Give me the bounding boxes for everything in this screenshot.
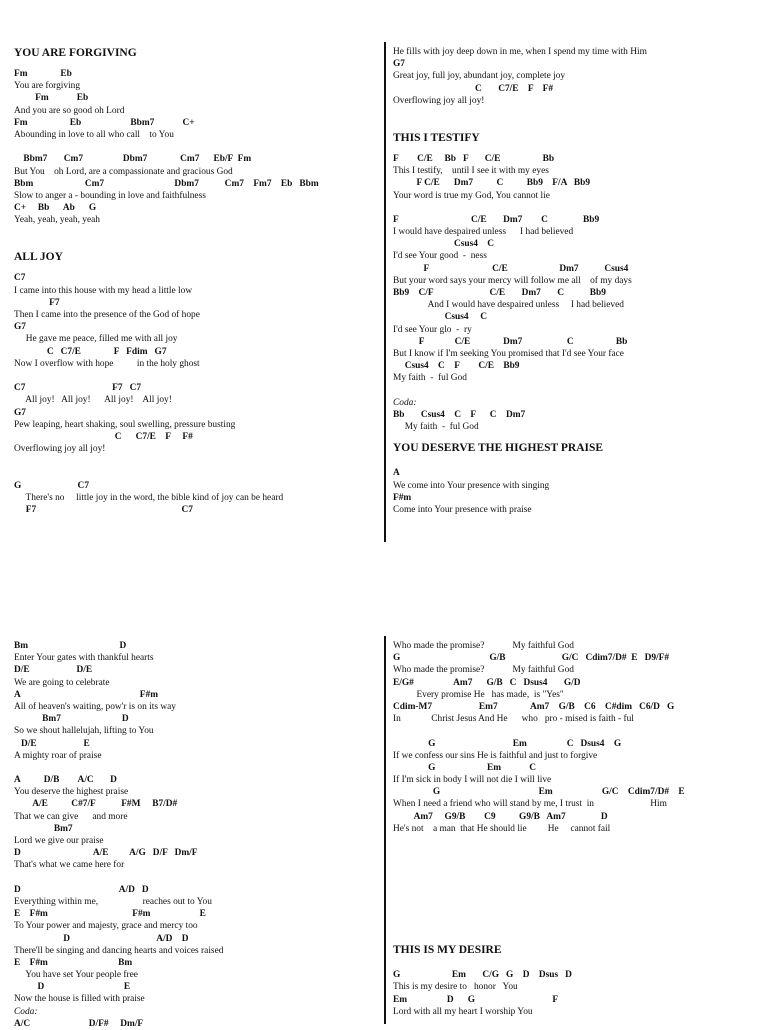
chord-line: A F#m: [14, 689, 159, 700]
chord-line: D A/D D: [14, 933, 189, 944]
chord-line: Cdim-M7 Em7 Am7 G/B C6 C#dim C6/D G: [393, 701, 675, 712]
lyric-line: I'd see Your good - ness: [393, 251, 487, 262]
lyric-line: A mighty roar of praise: [14, 750, 102, 761]
chord-line: Bm7 D: [14, 714, 129, 725]
lyric-line: I would have despaired unless I had believed: [393, 227, 574, 238]
blank-line: [14, 370, 376, 382]
bottom-left-column: [14, 640, 376, 1030]
chord-line: Csus4 C: [393, 312, 488, 323]
blank-line: [393, 385, 763, 397]
chord-line: A: [393, 468, 400, 479]
lyric-line: Now I overflow with hope in the holy ghost: [14, 358, 200, 369]
chord-line: A/C D/F# Dm/F: [14, 1018, 144, 1029]
lyric-line: We come into Your presence with singing: [393, 480, 550, 491]
lyric-line: There's no little joy in the word, the bible kind of joy can be heard: [14, 492, 284, 503]
lyric-line: This I testify, until I see it with my eyes: [393, 166, 549, 177]
lyric-line: And I would have despaired unless I had believed: [393, 300, 624, 311]
lyric-line: All joy! All joy! All joy! All joy!: [14, 395, 172, 406]
lyric-line: But You oh Lord, are a compassionate and gracious God: [14, 166, 233, 177]
lyric-line: Overflowing joy all joy!: [14, 444, 106, 455]
lyric-line: We are going to celebrate: [14, 677, 110, 688]
chord-line: F C/E Dm7 C Bb: [393, 336, 628, 347]
chord-line: C7 F7 C7: [14, 383, 142, 394]
lyric-line: Lord we give our praise: [14, 836, 104, 846]
lyric-line: Lord with all my heart I worship You: [393, 1006, 533, 1017]
lyric-line: You deserve the highest praise: [14, 787, 129, 798]
lyric-line: If we confess our sins He is faithful and just to forgive: [393, 750, 598, 761]
chord-line: Csus4 C: [393, 239, 495, 250]
lyric-line: He's not a man that He should lie He cannot fail: [393, 823, 611, 834]
lyric-line: Overflowing joy all joy!: [393, 95, 485, 106]
lyric-line: You have set Your people free: [14, 970, 138, 981]
song-title-you-deserve: YOU DESERVE THE HIGHEST PRAISE: [393, 442, 604, 455]
lyric-line: I came into this house with my head a little low: [14, 285, 193, 296]
top-right-column: [393, 46, 763, 516]
chord-line: F7 C7: [14, 505, 193, 515]
chord-line: Fm Eb Bbm7 C+: [14, 117, 195, 128]
chord-line: C C7/E F F#: [393, 83, 554, 94]
blank-line: [393, 202, 763, 214]
chord-line: Bm7: [14, 823, 73, 834]
blank-line: [14, 762, 376, 774]
chord-line: F C/E Bb F C/E Bb: [393, 153, 555, 164]
song-body-all-joy-continued: [393, 46, 763, 107]
top-left-column: [14, 46, 376, 516]
chord-line: G Em C/G G D Dsus D: [393, 970, 572, 981]
lyric-line: Then I came into the presence of the God of hope: [14, 310, 200, 320]
blank-line: [393, 455, 763, 467]
song-title-this-i-testify: THIS I TESTIFY: [393, 131, 480, 144]
lyric-line: Great joy, full joy, abundant joy, complete joy: [393, 71, 566, 82]
lyric-line: You are forgiving: [14, 81, 81, 92]
lyric-line: Enter Your gates with thankful hearts: [14, 653, 154, 664]
coda-label: Coda:: [14, 1006, 38, 1017]
lyric-line: I'd see Your glo - ry: [393, 324, 472, 335]
chord-line: F7: [14, 297, 60, 308]
lyric-line: Come into Your presence with praise: [393, 505, 532, 515]
chord-line: E F#m F#m E: [14, 909, 206, 920]
blank-line: [14, 872, 376, 884]
chord-line: D/E E: [14, 738, 90, 749]
chord-line: E/G# Am7 G/B C Dsus4 G/D: [393, 677, 581, 688]
lyric-line: But I know if I'm seeking You promised that I'd see Your face: [393, 348, 624, 359]
chord-line: C C7/E F F#: [14, 431, 193, 442]
coda-label: Coda:: [393, 397, 417, 408]
song-title-you-are-forgiving: YOU ARE FORGIVING: [14, 47, 137, 59]
chord-line: D A/E A/G D/F Dm/F: [14, 848, 198, 859]
lyric-line: Who made the promise? My faithful God: [393, 665, 574, 676]
song-body-this-i-testify: [393, 153, 763, 433]
chord-line: D A/D D: [14, 884, 149, 895]
lyric-line: My faith - ful God: [393, 422, 479, 433]
lyric-line: He fills with joy deep down in me, when I spend my time with Him: [393, 47, 647, 57]
chord-line: A/E C#7/F F#M B7/D#: [14, 799, 178, 810]
lyric-line: This is my desire to honor You: [393, 982, 518, 993]
song-body-you-are-forgiving: [14, 68, 376, 226]
chord-line: Em D G F: [393, 994, 559, 1005]
lyric-line: Every promise He has made, is "Yes": [393, 689, 564, 700]
chord-line: G C7: [14, 480, 89, 491]
chord-line: Fm Eb: [14, 69, 72, 79]
lyric-line: When I need a friend who will stand by me, I trust in Him: [393, 799, 667, 810]
chord-line: D/E D/E: [14, 665, 93, 676]
chord-line: Bb9 C/F C/E Dm7 C Bb9: [393, 288, 606, 298]
lyric-line: Now the house is filled with praise: [14, 994, 145, 1005]
chord-line: G Em G/C Cdim7/D# E: [393, 787, 685, 798]
lyric-line: Abounding in love to all who call to You: [14, 129, 174, 140]
chord-line: G7: [393, 59, 405, 70]
lyric-line: Your word is true my God, You cannot lie: [393, 190, 550, 201]
chord-line: G7: [14, 407, 26, 418]
chord-line: Bbm Cm7 Dbm7 Cm7 Fm7 Eb Bbm: [14, 178, 319, 189]
bottom-column-divider: [384, 636, 386, 1024]
chord-line: F C/E Dm7 Csus4: [393, 263, 629, 274]
lyric-line: If I'm sick in body I will not die I will live: [393, 775, 552, 786]
chord-line: E F#m Bm: [14, 957, 133, 968]
bottom-right-column: [393, 640, 763, 1018]
lyric-line: My faith - ful God: [393, 373, 467, 384]
lyric-line: So we shout hallelujah, lifting to You: [14, 726, 154, 737]
chord-line: Bb Csus4 C F C Dm7: [393, 409, 526, 420]
lyric-line: He gave me peace, filled me with all joy: [14, 334, 178, 345]
lyric-line: In Christ Jesus And He who pro - mised is faith - ful: [393, 714, 634, 725]
chord-line: F#m: [393, 492, 412, 503]
lyric-line: But your word says your mercy will follow me all of my days: [393, 275, 632, 286]
chord-line: G G/B G/C Cdim7/D# E D9/F#: [393, 653, 670, 664]
lyric-line: That we can give and more: [14, 811, 128, 822]
lyric-line: Slow to anger a - bounding in love and faithfulness: [14, 190, 206, 201]
chord-line: D E: [14, 982, 131, 993]
blank-line: [14, 467, 376, 479]
song-body-you-deserve: [393, 455, 763, 516]
song-body-faithful-god: [393, 640, 763, 835]
song-body-this-is-my-desire: [393, 957, 763, 1018]
chord-line: F C/E Dm7 C Bb9 F/A Bb9: [393, 178, 591, 189]
chord-line: G7: [14, 322, 26, 333]
chord-line: Fm Eb: [14, 93, 89, 104]
chord-line: Csus4 C F C/E Bb9: [393, 361, 520, 372]
chord-line: Bm D: [14, 641, 127, 651]
song-body-you-deserve-continued: [14, 640, 376, 1030]
lyric-line: And you are so good oh Lord: [14, 105, 125, 116]
top-column-divider: [384, 42, 386, 542]
lyric-line: All of heaven's waiting, pow'r is on its way: [14, 701, 176, 712]
chord-line: C+ Bb Ab G: [14, 203, 97, 214]
chord-line: G Em C: [393, 762, 536, 773]
chord-line: Am7 G9/B C9 G9/B Am7 D: [393, 811, 608, 822]
lyric-line: Yeah, yeah, yeah, yeah: [14, 215, 100, 226]
chord-line: G Em C Dsus4 G: [393, 738, 622, 749]
chord-line: A D/B A/C D: [14, 775, 117, 786]
lyric-line: Who made the promise? My faithful God: [393, 641, 574, 651]
lyric-line: There'll be singing and dancing hearts and voices raised: [14, 945, 224, 956]
blank-line: [14, 455, 376, 467]
chord-line: F C/E Dm7 C Bb9: [393, 214, 600, 225]
blank-line: [393, 957, 763, 969]
song-body-all-joy: [14, 272, 376, 516]
lyric-line: That's what we came here for: [14, 860, 125, 871]
lyric-line: Everything within me, reaches out to You: [14, 896, 212, 907]
blank-line: [393, 725, 763, 737]
chord-line: C7: [14, 273, 26, 284]
lyric-line: Pew leaping, heart shaking, soul swelling, pressure busting: [14, 419, 236, 430]
chord-line: Bbm7 Cm7 Dbm7 Cm7 Eb/F Fm: [14, 154, 252, 165]
blank-line: [14, 141, 376, 153]
song-title-this-is-my-desire: THIS IS MY DESIRE: [393, 944, 502, 956]
lyric-line: To Your power and majesty, grace and mercy too: [14, 921, 198, 932]
song-title-all-joy: ALL JOY: [14, 251, 63, 264]
chord-line: C C7/E F Fdim G7: [14, 346, 167, 357]
